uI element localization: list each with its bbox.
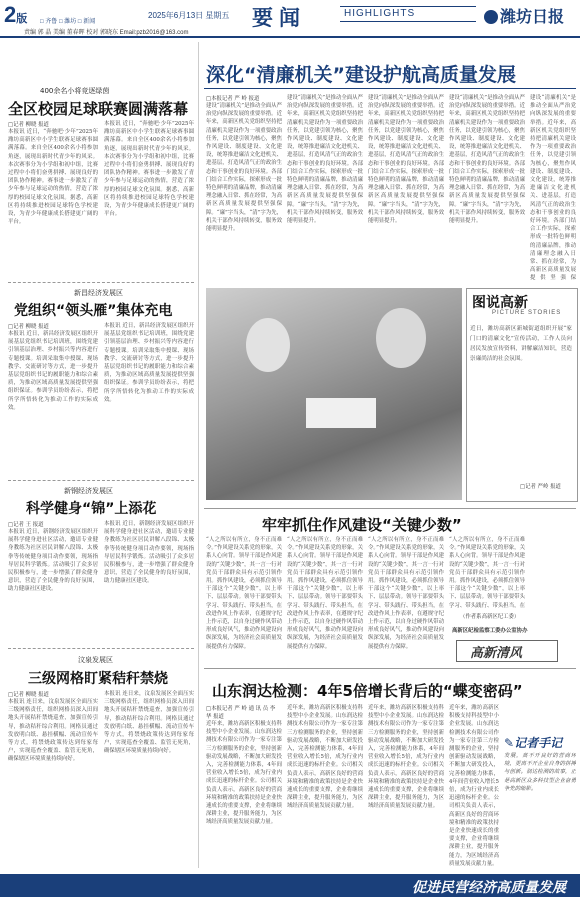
notes-tag: ✎记者手记 (504, 736, 563, 750)
column-rule (198, 42, 199, 868)
issue-date: 2025年6月13日 星期五 (148, 11, 230, 20)
runze-title: 山东润达检测：4年5倍增长背后的“蝶变密码” (212, 682, 523, 700)
football-text-col2: 本报讯 近日，“奔驰吧·少年”2025年潍坊高新区中小学生联赛足球赛事圆满落幕。来自全区400余名小将参加角逐，展现出新时代青少年的风采。本次赛事分为小学组和初中组，比赛过程中小将们奋勇拼搏、展现良好的团队协作精神。赛事进一步激发了青少年参与足球运动的热情，营造了浓厚的校园足球文化氛围。据悉，高新区将持续推进校园足球特色学校建设，为青少年健康成长搭建更广阔的平台。 (104, 121, 194, 218)
runze-text-col2: 近年来，潍坊高新区积极支持科技型中小企业发展。山东润达检测技术有限公司作为一家专注第三方检测服务的企业，坚持创新驱动发展战略，不断加大研发投入，完善检测能力体系，4年间营业收入增长5倍，成为行业内成长迅速的标杆企业。公司相关负责人表示，高新区良好的营商环境和精准的政策扶持是企业快速成长的重要支撑，企业将继续深耕主业，提升服务能力，为区域经济高质量发展贡献力量。 (287, 705, 363, 810)
photo-figure-left (246, 318, 290, 372)
header-rule (0, 36, 580, 38)
grid-text-col1: 本报讯 连日来，汶泉发展区全面压实三级网格责任，组织网格员深入田间地头开展秸秆禁烧巡查，加强宣传引导，推动秸秆综合利用。网格员通过发放明白纸、悬挂横幅、流动宣传车等方式，将禁烧政策传达到每家每户，实现巡查全覆盖、监管无死角，确保辖区环境质量持续向好。 (8, 699, 98, 763)
football-byline: □记者 柳晓 报道 (8, 122, 49, 128)
divider (204, 668, 576, 669)
style-author: （作者系高新区纪工委） (460, 614, 520, 620)
main-photo (206, 288, 462, 500)
main-text-col1: 建设“清廉机关”是推动全面从严治党向纵深发展的重要举措。近年来，高新区机关党组织坚持把清廉机关建设作为一项重要政治任务，以党建引领为核心，聚焦作风建设、制度建设、文化建设，统筹推进廉洁文化进机关、进基层，打造风清气正的政治生态和干事创业的良好环境。各部门结合工作实际，探索形成一批特色鲜明的清廉品牌，推动清廉理念融入日常、抓在经常，为高新区高质量发展提供坚强保障。“廉”字当头，“清”字为先，机关干部作风持续转变，服务效能明显提升。 (206, 103, 282, 233)
main-text-col4: 建设“清廉机关”是推动全面从严治党向纵深发展的重要举措。近年来，高新区机关党组织坚持把清廉机关建设作为一项重要政治任务，以党建引领为核心，聚焦作风建设、制度建设、文化建设，统筹推进廉洁文化进机关、进基层，打造风清气正的政治生态和干事创业的良好环境。各部门结合工作实际，探索形成一批特色鲜明的清廉品牌，推动清廉理念融入日常、抓在经常，为高新区高质量发展提供坚强保障。“廉”字当头，“清”字为先，机关干部作风持续转变，服务效能明显提升。 (449, 95, 525, 225)
football-kicker: 400余名小将竞逐绿茵 (40, 87, 110, 95)
photo-tag-en: PICTURE STORIES (492, 310, 562, 316)
newspaper-logo: 潍坊日报 (484, 4, 564, 27)
football-text-col1: 本报讯 近日，“奔驰吧·少年”2025年潍坊高新区中小学生联赛足球赛事圆满落幕。来自全区400余名小将参加角逐，展现出新时代青少年的风采。本次赛事分为小学组和初中组，比赛过程中小将们奋勇拼搏、展现良好的团队协作精神。赛事进一步激发了青少年参与足球运动的热情，营造了浓厚的校园足球文化氛围。据悉，高新区将持续推进校园足球特色学校建设，为青少年健康成长搭建更广阔的平台。 (8, 129, 98, 226)
bottom-banner-title: 促进民营经济高质量发展 (412, 880, 566, 896)
main-text-col3: 建设“清廉机关”是推动全面从严治党向纵深发展的重要举措。近年来，高新区机关党组织坚持把清廉机关建设作为一项重要政治任务，以党建引领为核心，聚焦作风建设、制度建设、文化建设，统筹推进廉洁文化进机关、进基层，打造风清气正的政治生态和干事创业的良好环境。各部门结合工作实际，探索形成一批特色鲜明的清廉品牌，推动清廉理念融入日常、抓在经常，为高新区高质量发展提供坚强保障。“廉”字当头，“清”字为先，机关干部作风持续转变，服务效能明显提升。 (368, 95, 444, 225)
grid-title: 三级网格盯紧秸秆禁烧 (28, 671, 168, 687)
main-text-col5: 建设“清廉机关”是推动全面从严治党向纵深发展的重要举措。近年来，高新区机关党组织坚持把清廉机关建设作为一项重要政治任务，以党建引领为核心，聚焦作风建设、制度建设、文化建设，统筹推进廉洁文化进机关、进基层，打造风清气正的政治生态和干事创业的良好环境。各部门结合工作实际，探索形成一批特色鲜明的清廉品牌，推动清廉理念融入日常、抓在经常，为高新区高质量发展提供坚强保 (530, 95, 576, 282)
photo-figure-right (376, 308, 426, 368)
runze-text-col3: 近年来，潍坊高新区积极支持科技型中小企业发展。山东润达检测技术有限公司作为一家专注第三方检测服务的企业，坚持创新驱动发展战略，不断加大研发投入，完善检测能力体系，4年间营业收入增长5倍，成为行业内成长迅速的标杆企业。公司相关负责人表示，高新区良好的营商环境和精准的政策扶持是企业快速成长的重要支撑，企业将继续深耕主业，提升服务能力，为区域经济高质量发展贡献力量。 (368, 705, 444, 810)
runze-text-col4: 近年来，潍坊高新区积极支持科技型中小企业发展。山东润达检测技术有限公司作为一家专注第三方检测服务的企业，坚持创新驱动发展战略，不断加大研发投入，完善检测能力体系，4年间营业收入增长5倍，成为行业内成长迅速的标杆企业。公司相关负责人表示，高新区良好的营商环境和精准的政策扶持是企业快速成长的重要支撑，企业将继续深耕主业，提升服务能力，为区域经济高质量发展贡献力量。 (449, 705, 499, 867)
main-text-col2: 建设“清廉机关”是推动全面从严治党向纵深发展的重要举措。近年来，高新区机关党组织坚持把清廉机关建设作为一项重要政治任务，以党建引领为核心，聚焦作风建设、制度建设、文化建设，统筹推进廉洁文化进机关、进基层，打造风清气正的政治生态和干事创业的良好环境。各部门结合工作实际，探索形成一批特色鲜明的清廉品牌，推动清廉理念融入日常、抓在经常，为高新区高质量发展提供坚强保障。“廉”字当头，“清”字为先，机关干部作风持续转变，服务效能明显提升。 (287, 95, 363, 225)
grid-text-col2: 本报讯 连日来，汶泉发展区全面压实三级网格责任，组织网格员深入田间地头开展秸秆禁烧巡查，加强宣传引导，推动秸秆综合利用。网格员通过发放明白纸、悬挂横幅、流动宣传车等方式，将禁烧政策传达到每家每户，实现巡查全覆盖、监管无死角，确保辖区环境质量持续向好。 (104, 691, 194, 755)
fitness-text-col1: 本报讯 近日，新钢经济发展区组织开展科学健身进社区活动，邀请专业健身教练为社区居民讲解八段锦、太极拳等传统健身项目动作要领，现场指导居民科学锻炼。活动吸引了众多居民积极参与，进一步增强了群众健身意识，营造了全民健身的良好氛围，助力健康社区建设。 (8, 529, 98, 593)
main-byline: □本报记者 严 岭 报道 (206, 96, 260, 102)
fitness-title: 科学健身“锦”上添花 (26, 501, 157, 517)
divider (8, 480, 194, 481)
fitness-byline: □记者 王 报道 (8, 522, 44, 528)
photo-text: 近日，潍坊高新区新城街道组织开展“家门口的清廉文化”宣传活动，工作人员向居民发放宣传资料，讲解廉洁知识，营造崇廉尚洁的社会氛围。 (470, 326, 572, 362)
page-number: 2版 (4, 2, 28, 27)
divider (8, 648, 194, 649)
style-seal: 高新清风 (470, 646, 523, 661)
main-title-rule (204, 88, 576, 89)
photo-tag: 图说高新 (472, 295, 528, 311)
section-title: 要闻 (252, 6, 306, 30)
grid-kicker: 汶泉发展区 (78, 656, 113, 664)
divider (204, 508, 576, 509)
style-text-col4: “人之所以有所立，身不正而难令。”作风建设关系党的形象，关系人心向背。领导干部是作风建设的“关键少数”，其一言一行对党员干部群众具有示范引领作用。抓作风建设，必须抓住领导干部这个“关键少数”，以上率下、层层带动。领导干部要带头学习、带头践行、带头担当，在 (449, 537, 525, 608)
leader-title: 党组织“领头雁”集体充电 (14, 303, 173, 319)
notes-text: 发展，离不开良好的营商环境，更离不开企业自身的拼搏与创新。润达检测的故事，正是高新区众多科技型企业奋勇争先的缩影。 (504, 753, 576, 792)
style-text-col2: “人之所以有所立，身不正而难令。”作风建设关系党的形象，关系人心向背。领导干部是作风建设的“关键少数”，其一言一行对党员干部群众具有示范引领作用。抓作风建设，必须抓住领导干部这个“关键少数”，以上率下、层层带动。领导干部要带头学习、带头践行、带头担当，在改进作风上作表率，在遵规守纪上作示范，以自身过硬作风带动形成良好风气，推动作风建设向纵深发展，为经济社会高质量发展提供有力保障。 (287, 537, 363, 650)
style-note: 高新区纪检监察工委办公室协办 (452, 628, 528, 634)
main-title: 深化“清廉机关”建设护航高质量发展 (206, 64, 516, 86)
leader-kicker: 新昌经济发展区 (74, 289, 123, 297)
editor-line: 责编 郭 晶 美编 董春晖 校对 郭晓东 Email:pzb2016@163.com (24, 30, 189, 36)
leader-text-col1: 本报讯 近日，新昌经济发展区组织开展基层党组织书记培训班，围绕党建引领基层治理、乡村振兴等内容进行专题授课。培训采取集中授课、现场教学、交流研讨等方式，进一步提升基层党组织书记的履职能力和综合素质，为推动区域高质量发展提供坚强组织保证。参训学员纷纷表示，将把所学所悟转化为推动工作的实际成效。 (8, 331, 98, 411)
divider (8, 282, 194, 283)
logo-icon (484, 10, 498, 24)
style-title: 牢牢抓住作风建设“关键少数” (262, 516, 462, 534)
page-bans: □ 齐鲁 □ 潍坊 □ 新闻 (40, 19, 96, 25)
style-text-col1: “人之所以有所立，身不正而难令。”作风建设关系党的形象，关系人心向背。领导干部是作风建设的“关键少数”，其一言一行对党员干部群众具有示范引领作用。抓作风建设，必须抓住领导干部这个“关键少数”，以上率下、层层带动。领导干部要带头学习、带头践行、带头担当，在改进作风上作表率，在遵规守纪上作示范，以自身过硬作风带动形成良好风气，推动作风建设向纵深发展，为经济社会高质量发展提供有力保障。 (206, 537, 282, 650)
highlights-label: HIGHLIGHTS (344, 8, 416, 19)
grid-byline: □记者 柳晓 报道 (8, 692, 49, 698)
runze-byline: □本报记者 严 岭 通 讯 员 李 华 报道 (206, 706, 276, 720)
pen-icon: ✎ (504, 736, 515, 750)
photo-leaflet (306, 398, 376, 428)
fitness-kicker: 新钢经济发展区 (64, 487, 113, 495)
runze-text-col1: 近年来，潍坊高新区积极支持科技型中小企业发展。山东润达检测技术有限公司作为一家专注第三方检测服务的企业，坚持创新驱动发展战略，不断加大研发投入，完善检测能力体系，4年间营业收入增长5倍，成为行业内成长迅速的标杆企业。公司相关负责人表示，高新区良好的营商环境和精准的政策扶持是企业快速成长的重要支撑，企业将继续深耕主业，提升服务能力，为区域经济高质量发展贡献力量。 (206, 721, 282, 826)
leader-byline: □记者 柳晓 报道 (8, 324, 49, 330)
fitness-text-col2: 本报讯 近日，新钢经济发展区组织开展科学健身进社区活动，邀请专业健身教练为社区居民讲解八段锦、太极拳等传统健身项目动作要领，现场指导居民科学锻炼。活动吸引了众多居民积极参与，进一步增强了群众健身意识，营造了全民健身的良好氛围，助力健康社区建设。 (104, 521, 194, 585)
leader-text-col2: 本报讯 近日，新昌经济发展区组织开展基层党组织书记培训班，围绕党建引领基层治理、乡村振兴等内容进行专题授课。培训采取集中授课、现场教学、交流研讨等方式，进一步提升基层党组织书记的履职能力和综合素质，为推动区域高质量发展提供坚强组织保证。参训学员纷纷表示，将把所学所悟转化为推动工作的实际成效。 (104, 323, 194, 403)
football-title: 全区校园足球联赛圆满落幕 (8, 100, 189, 118)
photo-credit: □记者 严岭 报道 (520, 484, 561, 490)
style-text-col3: “人之所以有所立，身不正而难令。”作风建设关系党的形象，关系人心向背。领导干部是作风建设的“关键少数”，其一言一行对党员干部群众具有示范引领作用。抓作风建设，必须抓住领导干部这个“关键少数”，以上率下、层层带动。领导干部要带头学习、带头践行、带头担当，在改进作风上作表率，在遵规守纪上作示范，以自身过硬作风带动形成良好风气，推动作风建设向纵深发展，为经济社会高质量发展提供有力保障。 (368, 537, 444, 650)
